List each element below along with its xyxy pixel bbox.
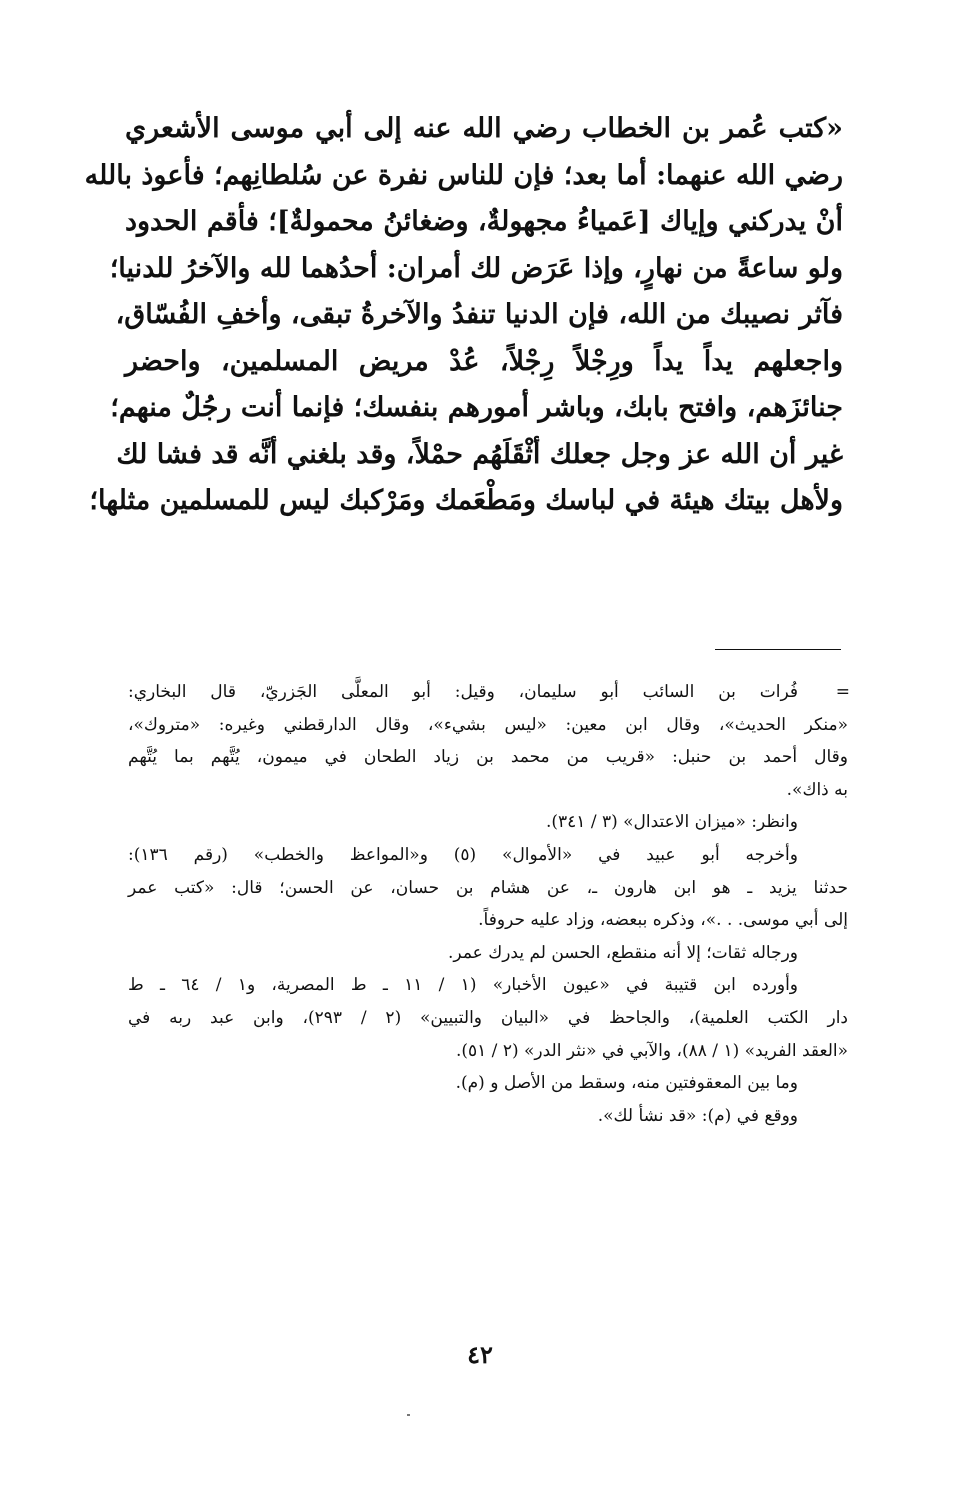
main-text-line: فآثر نصيبك من الله، فإن الدنيا تنفدُ والآخرةُ تبقى، وأخفِ الفُسّاق،: [115, 299, 843, 330]
footnote-line: حدثنا يزيد ـ هو ابن هارون ـ، عن هشام بن حسان، عن الحسن؛ قال: «كتب عمر: [128, 877, 848, 898]
main-text-line: غير أن الله عز وجل جعلك أثْقَلَهُم حمْلاً، وقد بلغني أنَّه قد فشا لك: [116, 438, 843, 470]
footnote-line: «العقد الفريد» (١ / ٨٨)، والآبي في «نثر الدر» (٢ / ٥١).: [455, 1040, 848, 1061]
main-text-line: ولأهل بيتك هيئة في لباسك ومَطْعَمك ومَرْكبك ليس للمسلمين مثلها؛: [89, 485, 843, 516]
main-text-line: أنْ يدركني وإياك [عَمياءُ مجهولةٌ، وضغائنُ محمولةٌ]؛ فأقم الحدود: [125, 206, 843, 237]
footnote-continuation-marker: =: [835, 682, 850, 702]
footnote-line-text: فُرات بن السائب أبو سليمان، وقيل: أبو المعلَّى الجَزريّ، قال البخاري:: [128, 682, 798, 702]
footnote-line: وانظر: «ميزان الاعتدال» (٣ / ٣٤١).: [545, 812, 798, 833]
footnote-line: وأخرجه أبو عبيد في «الأموال» (٥) و«المواعظ والخطب» (رقم ١٣٦):: [128, 844, 798, 865]
footnote-line-first: [128, 676, 848, 709]
footnote-line: «منكر الحديث»، وقال ابن معين: «ليس بشيء»، وقال الدارقطني وغيره: «متروك»،: [128, 714, 848, 735]
footnote-separator: [715, 649, 841, 650]
footnote-line: به ذاك».: [786, 779, 848, 800]
page-number: ٤٢: [467, 1340, 493, 1369]
footnote-line: إلى أبي موسى. . .»، وذكره ببعضه، وزاد عليه حروفاً.: [478, 910, 848, 931]
main-text-block: [84, 106, 843, 525]
footnote-line: وأورده ابن قتيبة في «عيون الأخبار» (١ / ١١ ـ ط المصرية، و١ / ٦٤ ـ ط: [128, 975, 799, 996]
main-text-line: واجعلهم يداً يداً ورِجْلاً رِجْلاً، عُدْ مريض المسلمين، واحضر: [125, 345, 843, 377]
main-text-line: «كتب عُمر بن الخطاب رضي الله عنه إلى أبي موسى الأشعري: [125, 113, 843, 144]
main-text-line: جنائزَهم، وافتح بابك، وباشر أمورهم بنفسك؛ فإنما أنت رجُلٌ منهم؛: [110, 392, 843, 423]
footnotes-block: [128, 676, 848, 1132]
footnote-line: ووقع في (م): «قد نشأ لك».: [597, 1105, 798, 1126]
footnote-line: دار الكتب العلمية)، والجاحظ في «البيان والتبيين» (٢ / ٢٩٣)، وابن عبد ربه في: [128, 1007, 848, 1028]
main-text-line: رضي الله عنهما: أما بعد؛ فإن للناس نفرة عن سُلطانِهم؛ فأعوذ بالله: [84, 159, 843, 191]
footnote-line: ورجاله ثقات؛ إلا أنه منقطع، الحسن لم يدرك عمر.: [448, 942, 798, 963]
footnote-line: وقال أحمد بن حنبل: «قريب من محمد بن زياد الطحان في ميمون، يُتَّهم بما يُتَّهم: [128, 747, 848, 768]
main-text-line: ولو ساعةً من نهارٍ، وإذا عَرَض لك أمران: أحدُهما لله والآخرُ للدنيا؛: [109, 252, 843, 284]
footnote-line: وما بين المعقوفتين منه، وسقط من الأصل و (م).: [455, 1073, 798, 1094]
scan-speck: [407, 1414, 410, 1416]
